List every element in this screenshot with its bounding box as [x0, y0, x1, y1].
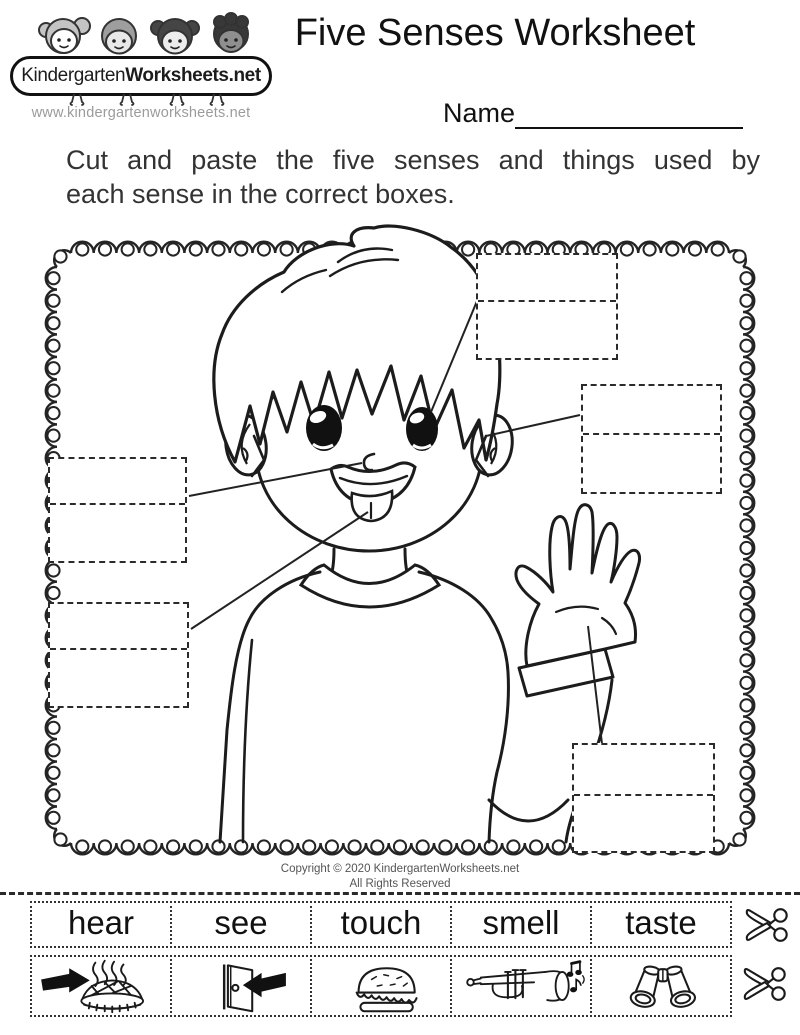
logo-website-url: www.kindergartenworksheets.net — [31, 105, 251, 121]
logo-brand-bold: Worksheets.net — [125, 65, 261, 86]
pie-steam-icon — [33, 957, 169, 1015]
sense-box-hearing — [581, 384, 722, 494]
picture-cell-pie — [30, 955, 172, 1017]
page-title: Five Senses Worksheet — [294, 12, 696, 54]
scissors-icon — [742, 962, 792, 1006]
sense-box-smell-divider — [50, 503, 185, 505]
word-cell-hear — [30, 901, 172, 948]
sense-box-taste — [48, 602, 189, 708]
word-hear: hear — [67, 904, 135, 941]
word-touch: touch — [340, 904, 422, 941]
word-cell-see — [170, 901, 312, 948]
sense-box-sight-divider — [478, 300, 616, 302]
copyright-line: Copyright © 2020 KindergartenWorksheets.net — [280, 863, 520, 875]
sense-box-smell — [48, 457, 187, 563]
sense-box-touch-divider — [574, 794, 713, 796]
picture-strip — [30, 955, 732, 1017]
cut-here-line — [0, 892, 800, 895]
rights-line: All Rights Reserved — [349, 877, 451, 890]
word-taste: taste — [625, 904, 697, 941]
connector-line-taste — [191, 512, 368, 629]
word-see: see — [214, 904, 268, 941]
picture-cell-trumpet — [450, 955, 592, 1017]
word-cell-smell — [450, 901, 592, 948]
hamburger-icon — [313, 957, 449, 1015]
sense-box-hearing-divider — [583, 433, 720, 435]
sense-box-touch — [572, 743, 715, 853]
logo-brand-light: Kindergarten — [21, 65, 126, 86]
word-cell-touch — [310, 901, 452, 948]
picture-cell-hamburger — [310, 955, 452, 1017]
raised-hand — [516, 505, 640, 696]
word-cell-taste — [590, 901, 732, 948]
sense-box-taste-divider — [50, 648, 187, 650]
trumpet-icon — [453, 957, 589, 1015]
instructions-line-1: Cut and paste the five senses and things used by — [66, 145, 760, 175]
word-smell: smell — [482, 904, 560, 941]
picture-cell-door — [170, 955, 312, 1017]
copyright-notice — [0, 862, 800, 892]
binoculars-icon — [593, 957, 729, 1015]
scissors-icon — [744, 903, 794, 947]
word-strip — [30, 901, 732, 948]
picture-cell-binoculars — [590, 955, 732, 1017]
sense-box-sight — [476, 253, 618, 360]
door-icon — [173, 957, 309, 1015]
name-label: Name — [443, 98, 516, 128]
instructions-line-2: each sense in the correct boxes. — [66, 179, 455, 210]
